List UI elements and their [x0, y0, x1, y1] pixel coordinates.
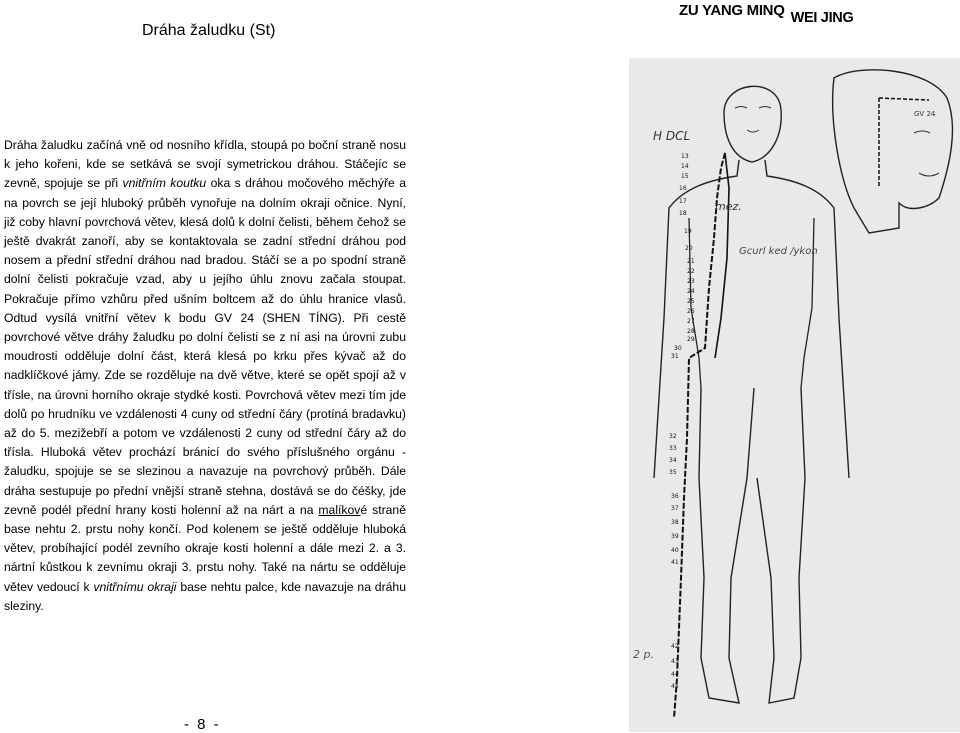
body-segment-2: oka s dráhou močového měchýře a na povrch se její hluboký průběh vynořuje na dolním okraji očnice. Nyní, již coby hlavní povrchová větev, klesá dolů k dolní čelisti, během čehož se ještě dvakrát zanoří, aby se kontaktovala se zadní střední dráhou pod nosem a přední střední dráhou nad bradou. Stáčí se a po spodní straně dolní čelisti pokračuje vzad, aby u jejího úhlu znovu začala stoupat. Pokračuje přímo vzhůru před ušním boltcem až do úhlu hranice vlasů. Odtud vysílá vnitřní větev k bodu GV 24 (SHEN TÍNG). Při cestě povrchové větve dráhy žaludku po dolní čelisti se z ní asi na úrovni zubu moudrosti odděluje dolní část, která klesá po krku přes kývač až do nadklíčkové jámy. Zde se rozděluje na dvě větve, které se opět spojí až v třísle, na úrovni horního okraje stydké kosti. Povrchová větev mezi tím jde dolů po hrudníku ve vzdálenosti 4 cuny od střední čáry (protíná bradavku) až do 5. mezižebří a potom ve vzdálenosti 2 cuny od střední čáry až do třísla. Hluboká větev prochází bránicí do svého příslušného orgánu - žaludku, spojuje se se slezinou a navazuje na povrchový průběh. Dále dráha sestupuje po přední vnější straně stehna, dostává se do čéšky, jde zevně podél přední hrany kosti holenní až na nárt a na: [4, 176, 406, 517]
point-number: 35: [669, 469, 677, 476]
point-number: 40: [671, 547, 679, 554]
point-number: 28: [687, 328, 695, 335]
body-emphasis-2: vnitřnímu okraji: [93, 579, 177, 594]
brand-line-2: WEI JING: [790, 10, 854, 26]
point-number: 24: [687, 288, 695, 295]
point-number: 42: [671, 643, 679, 650]
page-title: Dráha žaludku (St): [142, 22, 276, 39]
point-number: 15: [681, 173, 689, 180]
point-number: 21: [687, 258, 695, 265]
point-number: 22: [687, 268, 695, 275]
point-number: 26: [687, 308, 695, 315]
meridian-figure: [629, 58, 960, 732]
point-number: 29: [687, 336, 695, 343]
point-number: 17: [679, 198, 687, 205]
annotation-hdcl: H DCL: [653, 129, 691, 143]
point-number: 32: [669, 433, 677, 440]
point-number: 13: [681, 153, 689, 160]
point-number: 27: [687, 318, 695, 325]
meridian-illustration: [629, 58, 960, 732]
point-number: 31: [671, 353, 679, 360]
point-number: 14: [681, 163, 689, 170]
body-underline: malíkov: [318, 502, 361, 517]
point-number: 30: [674, 345, 682, 352]
point-number: 25: [687, 298, 695, 305]
body-segment-4: base nehtu palce, kde navazuje na dráhu sleziny.: [4, 579, 406, 613]
point-number: 34: [669, 457, 677, 464]
body-emphasis-1: vnitřním koutku: [122, 176, 207, 191]
point-number: 45: [671, 683, 679, 690]
point-number: 19: [684, 228, 692, 235]
point-number: 16: [679, 185, 687, 192]
annotation-mez: mez.: [715, 200, 742, 213]
point-number: 36: [671, 493, 679, 500]
body-text: [4, 136, 406, 616]
point-number: 18: [679, 210, 687, 217]
page-number: - 8 -: [184, 716, 221, 733]
annotation-gv24: GV 24: [914, 110, 936, 118]
point-number: 38: [671, 519, 679, 526]
point-number: 43: [671, 658, 679, 665]
body-paragraph: [4, 136, 406, 616]
body-segment-3: é straně base nehtu 2. prstu nohy končí. Pod kolenem se ještě odděluje hluboká větev, probíhající podél zevního okraje kosti holenní a dále mezi 2. a 3. nártní kůstkou k zevnímu okraji 3. prstu nohy. Také na nártu se odděluje větev vedoucí k: [4, 502, 406, 594]
annotation-2p: 2 p.: [633, 648, 654, 661]
point-number: 23: [687, 278, 695, 285]
point-number: 20: [685, 245, 693, 252]
point-number: 33: [669, 445, 677, 452]
point-number: 39: [671, 533, 679, 540]
point-number: 44: [671, 671, 679, 678]
brand-line-1: ZU YANG MINQ: [679, 2, 785, 19]
point-number: 41: [671, 559, 679, 566]
brand-header: [679, 2, 854, 26]
annotation-celur: Gcurl ked /ykon: [739, 246, 818, 257]
body-segment-1: Dráha žaludku začíná vně od nosního křídla, stoupá po boční straně nosu k jeho kořeni, kde se setkává se svojí symetrickou dráhou. Stáčejíc se zevně, spojuje se při: [4, 138, 406, 191]
point-number: 37: [671, 505, 679, 512]
